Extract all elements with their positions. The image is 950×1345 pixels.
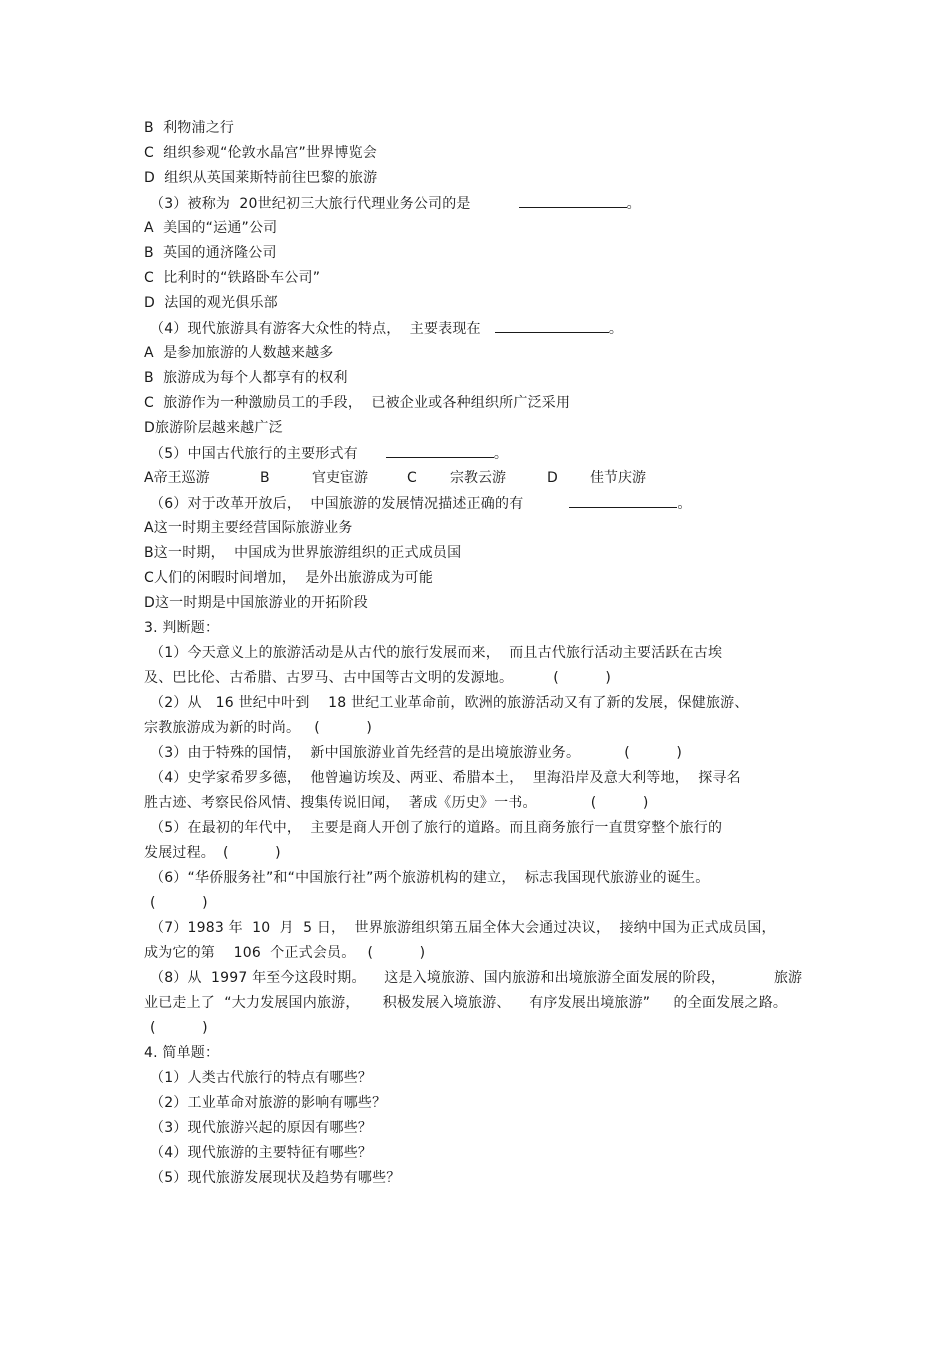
tf-6-answer-paren[interactable]: ( ) bbox=[150, 895, 208, 911]
q3-option-c: C 比利时的“铁路卧车公司” bbox=[144, 270, 321, 286]
q3-option-a: A 美国的“运通”公司 bbox=[144, 220, 278, 236]
tf-6-line-1: （6）“华侨服务社”和“中国旅行社”两个旅游机构的建立， 标志我国现代旅游业的诞生。 bbox=[150, 870, 710, 886]
tf-4-line-2: 胜古迹、考察民俗风情、搜集传说旧闻， 著成《历史》一书。 ( ) bbox=[144, 795, 649, 811]
q5-option-b: 官吏宦游 bbox=[312, 470, 368, 486]
tf-4-answer-paren[interactable]: ( ) bbox=[590, 795, 649, 811]
q2-option-c: C 组织参观“伦敦水晶宫”世界博览会 bbox=[144, 145, 377, 161]
q5-option-d-letter: D bbox=[547, 470, 558, 486]
tf-3-answer-paren[interactable]: ( ) bbox=[624, 745, 683, 761]
q5-stem: （5）中国古代旅行的主要形式有 。 bbox=[150, 443, 508, 463]
tf-2-line-2: 宗教旅游成为新的时尚。 ( ) bbox=[144, 720, 373, 736]
q4-option-a: A 是参加旅游的人数越来越多 bbox=[144, 345, 334, 361]
q4-option-b: B 旅游成为每个人都享有的权利 bbox=[144, 370, 348, 386]
short-answer-1: （1）人类古代旅行的特点有哪些？ bbox=[150, 1070, 373, 1086]
tf-5-line-2: 发展过程。 ( ) bbox=[144, 845, 281, 861]
tf-5-answer-paren[interactable]: ( ) bbox=[223, 845, 281, 861]
tf-7-answer-paren[interactable]: ( ) bbox=[367, 945, 426, 961]
tf-8-line-1-end: 旅游 bbox=[774, 970, 802, 986]
short-answer-4: （4）现代旅游的主要特征有哪些？ bbox=[150, 1145, 373, 1161]
tf-7-line-2: 成为它的第 106 个正式会员。 ( ) bbox=[144, 945, 426, 961]
tf-3-line-1: （3）由于特殊的国情， 新中国旅游业首先经营的是出境旅游业务。 ( ) bbox=[150, 745, 683, 761]
tf-4-line-1: （4）史学家希罗多德， 他曾遍访埃及、两亚、希腊本土， 里海沿岸及意大利等地， 探寻名 bbox=[150, 770, 741, 786]
q6-option-c: C人们的闲暇时间增加， 是外出旅游成为可能 bbox=[144, 570, 434, 586]
tf-1-answer-paren[interactable]: ( ) bbox=[553, 670, 612, 686]
q5-answer-blank[interactable] bbox=[386, 443, 494, 458]
q5-option-a: A帝王巡游 bbox=[144, 470, 210, 486]
tf-2-answer-paren[interactable]: ( ) bbox=[314, 720, 373, 736]
short-answer-2: （2）工业革命对旅游的影响有哪些？ bbox=[150, 1095, 387, 1111]
tf-1-line-2: 及、巴比伦、古希腊、古罗马、古中国等古文明的发源地。 ( ) bbox=[144, 670, 612, 686]
q2-option-b: B 利物浦之行 bbox=[144, 120, 235, 136]
q2-option-d: D 组织从英国莱斯特前往巴黎的旅游 bbox=[144, 170, 378, 186]
q4-answer-blank[interactable] bbox=[495, 318, 609, 333]
tf-2-line-1: （2）从 16 世纪中叶到 18 世纪工业革命前，欧洲的旅游活动又有了新的发展，保健旅游、 bbox=[150, 695, 749, 711]
q5-option-b-letter: B bbox=[260, 470, 270, 486]
section-4-title: 4. 简单题： bbox=[144, 1045, 220, 1061]
q5-option-d: 佳节庆游 bbox=[590, 470, 646, 486]
tf-8-line-1: （8）从 1997 年至今这段时期。 这是入境旅游、国内旅游和出境旅游全面发展的阶段， bbox=[150, 970, 726, 986]
q5-option-c-letter: C bbox=[407, 470, 417, 486]
q6-option-d: D这一时期是中国旅游业的开拓阶段 bbox=[144, 595, 368, 611]
q6-option-b: B这一时期， 中国成为世界旅游组织的正式成员国 bbox=[144, 545, 462, 561]
tf-7-line-1: （7）1983 年 10 月 5 日， 世界旅游组织第五届全体大会通过决议， 接纳中国为正式成员国， bbox=[150, 920, 776, 936]
q3-answer-blank[interactable] bbox=[519, 193, 627, 208]
tf-1-line-1: （1）今天意义上的旅游活动是从古代的旅行发展而来， 而且古代旅行活动主要活跃在古埃 bbox=[150, 645, 723, 661]
q3-stem: （3）被称为 20世纪初三大旅行代理业务公司的是 。 bbox=[150, 193, 641, 213]
q3-option-b: B 英国的通济隆公司 bbox=[144, 245, 277, 261]
q6-stem: （6）对于改革开放后， 中国旅游的发展情况描述正确的有 。 bbox=[150, 493, 692, 513]
q4-stem: （4）现代旅游具有游客大众性的特点， 主要表现在 。 bbox=[150, 318, 623, 338]
tf-8-answer-paren[interactable]: ( ) bbox=[150, 1020, 208, 1036]
short-answer-3: （3）现代旅游兴起的原因有哪些？ bbox=[150, 1120, 373, 1136]
q6-option-a: A这一时期主要经营国际旅游业务 bbox=[144, 520, 353, 536]
q4-option-c: C 旅游作为一种激励员工的手段， 已被企业或各种组织所广泛采用 bbox=[144, 395, 571, 411]
short-answer-5: （5）现代旅游发展现状及趋势有哪些？ bbox=[150, 1170, 401, 1186]
q3-option-d: D 法国的观光俱乐部 bbox=[144, 295, 278, 311]
q4-option-d: D旅游阶层越来越广泛 bbox=[144, 420, 283, 436]
q5-option-c: 宗教云游 bbox=[450, 470, 506, 486]
q6-answer-blank[interactable] bbox=[569, 493, 677, 508]
tf-8-line-2: 业已走上了 “大力发展国内旅游， 积极发展入境旅游、 有序发展出境旅游” 的全面发展之路。 bbox=[144, 995, 788, 1011]
section-3-title: 3. 判断题： bbox=[144, 620, 220, 636]
tf-5-line-1: （5）在最初的年代中， 主要是商人开创了旅行的道路。而且商务旅行一直贯穿整个旅行的 bbox=[150, 820, 723, 836]
